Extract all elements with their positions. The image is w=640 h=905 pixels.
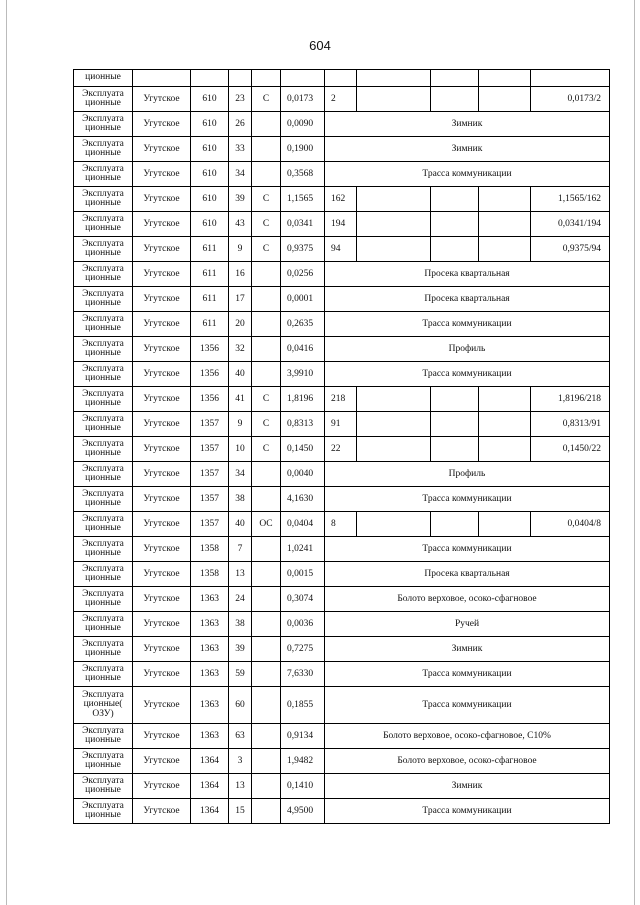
area-cell: 0,8313	[281, 412, 325, 437]
forest-purpose-cell: Эксплуата ционные	[74, 137, 133, 162]
area-cell: 7,6330	[281, 662, 325, 687]
table-row	[74, 662, 610, 687]
area-cell: 1,8196	[281, 387, 325, 412]
category-cell: ОС	[252, 512, 281, 537]
category-cell	[252, 112, 281, 137]
table-row	[74, 112, 610, 137]
category-cell: С	[252, 412, 281, 437]
forest-purpose-cell: Эксплуата ционные	[74, 162, 133, 187]
quarter-cell: 610	[191, 112, 229, 137]
area-cell: 1,0241	[281, 537, 325, 562]
forest-purpose-cell: Эксплуата ционные	[74, 212, 133, 237]
table-row	[74, 362, 610, 387]
quarter-cell: 611	[191, 312, 229, 337]
allotment-cell: 32	[229, 337, 252, 362]
quarter-cell: 611	[191, 262, 229, 287]
forestry-cell: Угутское	[133, 587, 191, 612]
table-row	[74, 562, 610, 587]
area-cell: 1,9482	[281, 749, 325, 774]
area-cell: 0,2635	[281, 312, 325, 337]
empty-cell	[479, 412, 531, 437]
table-row	[74, 637, 610, 662]
area-cell: 1,1565	[281, 187, 325, 212]
empty-cell	[479, 212, 531, 237]
table-row	[74, 87, 610, 112]
quarter-cell: 610	[191, 162, 229, 187]
category-cell	[252, 562, 281, 587]
allotment-cell: 34	[229, 162, 252, 187]
forest-plots-table	[73, 69, 610, 824]
stock-cell: 218	[325, 387, 357, 412]
allotment-cell: 39	[229, 187, 252, 212]
quarter-cell: 610	[191, 187, 229, 212]
forestry-cell: Угутское	[133, 162, 191, 187]
forest-purpose-cell: Эксплуата ционные	[74, 487, 133, 512]
quarter-cell: 610	[191, 212, 229, 237]
forestry-cell: Угутское	[133, 637, 191, 662]
category-cell: С	[252, 437, 281, 462]
allotment-cell: 33	[229, 137, 252, 162]
area-cell: 0,9375	[281, 237, 325, 262]
forestry-cell: Угутское	[133, 237, 191, 262]
empty-cell	[479, 187, 531, 212]
table-row	[74, 537, 610, 562]
land-note-cell: Просека квартальная	[325, 562, 610, 587]
quarter-cell: 1363	[191, 637, 229, 662]
allotment-cell: 10	[229, 437, 252, 462]
quarter-cell: 1363	[191, 687, 229, 724]
forest-purpose-cell: Эксплуата ционные	[74, 87, 133, 112]
forest-purpose-cell: Эксплуата ционные	[74, 662, 133, 687]
area-stock-cell: 0,8313/91	[531, 412, 610, 437]
land-note-cell: Профиль	[325, 462, 610, 487]
forest-purpose-cell: Эксплуата ционные	[74, 749, 133, 774]
table-row	[74, 162, 610, 187]
forestry-cell: Угутское	[133, 562, 191, 587]
category-cell	[252, 637, 281, 662]
forest-purpose-cell: Эксплуата ционные( ОЗУ)	[74, 687, 133, 724]
forestry-cell: Угутское	[133, 412, 191, 437]
scan-left-edge	[6, 0, 7, 905]
forestry-cell: Угутское	[133, 187, 191, 212]
land-note-cell: Трасса коммуникации	[325, 162, 610, 187]
quarter-cell: 610	[191, 137, 229, 162]
area-cell: 0,1855	[281, 687, 325, 724]
land-note-cell: Трасса коммуникации	[325, 487, 610, 512]
quarter-cell: 1364	[191, 749, 229, 774]
category-cell	[252, 774, 281, 799]
empty-cell	[431, 237, 479, 262]
forest-purpose-cell: Эксплуата ционные	[74, 237, 133, 262]
area-stock-cell: 0,0404/8	[531, 512, 610, 537]
forestry-cell: Угутское	[133, 612, 191, 637]
forest-purpose-cell: Эксплуата ционные	[74, 612, 133, 637]
table-row	[74, 799, 610, 824]
land-note-cell: Ручей	[325, 612, 610, 637]
table-row	[74, 687, 610, 724]
empty-cell	[479, 387, 531, 412]
land-note-cell: Трасса коммуникации	[325, 312, 610, 337]
allotment-cell: 9	[229, 237, 252, 262]
area-cell: 0,7275	[281, 637, 325, 662]
quarter-cell: 1357	[191, 462, 229, 487]
empty-cell	[357, 187, 431, 212]
allotment-cell: 23	[229, 87, 252, 112]
empty-cell	[431, 187, 479, 212]
area-cell: 0,0090	[281, 112, 325, 137]
allotment-cell: 39	[229, 637, 252, 662]
forest-purpose-cell: Эксплуата ционные	[74, 587, 133, 612]
land-note-cell: Зимник	[325, 112, 610, 137]
empty-cell	[357, 212, 431, 237]
forestry-cell: Угутское	[133, 512, 191, 537]
table-row	[74, 387, 610, 412]
table-row	[74, 237, 610, 262]
forestry-cell: Угутское	[133, 387, 191, 412]
land-note-cell: Болото верховое, осоко-сфагновое, С10%	[325, 724, 610, 749]
allotment-cell: 9	[229, 412, 252, 437]
quarter-cell: 611	[191, 287, 229, 312]
area-stock-cell: 1,1565/162	[531, 187, 610, 212]
category-cell: С	[252, 212, 281, 237]
forest-purpose-cell: Эксплуата ционные	[74, 774, 133, 799]
allotment-cell: 34	[229, 462, 252, 487]
area-cell: 0,0001	[281, 287, 325, 312]
category-cell	[252, 462, 281, 487]
forest-purpose-cell: Эксплуата ционные	[74, 387, 133, 412]
empty-cell	[431, 512, 479, 537]
area-cell: 3,9910	[281, 362, 325, 387]
land-note-cell: Просека квартальная	[325, 287, 610, 312]
category-cell	[252, 724, 281, 749]
table-row	[74, 512, 610, 537]
forest-purpose-cell: ционные	[74, 70, 133, 87]
empty-cell	[431, 437, 479, 462]
category-cell	[252, 799, 281, 824]
category-cell	[252, 662, 281, 687]
quarter-cell: 1364	[191, 799, 229, 824]
stock-cell: 162	[325, 187, 357, 212]
allotment-cell: 26	[229, 112, 252, 137]
empty-cell	[357, 512, 431, 537]
table-row	[74, 187, 610, 212]
forestry-cell: Угутское	[133, 362, 191, 387]
quarter-cell: 1363	[191, 724, 229, 749]
empty-cell	[357, 437, 431, 462]
empty-cell	[431, 412, 479, 437]
land-note-cell: Трасса коммуникации	[325, 687, 610, 724]
quarter-cell: 1357	[191, 412, 229, 437]
table-row	[74, 287, 610, 312]
allotment-cell: 15	[229, 799, 252, 824]
category-cell	[252, 312, 281, 337]
forest-purpose-cell: Эксплуата ционные	[74, 187, 133, 212]
forestry-cell: Угутское	[133, 724, 191, 749]
forest-purpose-cell: Эксплуата ционные	[74, 262, 133, 287]
empty-cell	[357, 237, 431, 262]
table-row	[74, 212, 610, 237]
area-stock-cell: 1,8196/218	[531, 387, 610, 412]
table-row	[74, 437, 610, 462]
area-cell: 0,0036	[281, 612, 325, 637]
forestry-cell: Угутское	[133, 437, 191, 462]
area-cell: 0,0173	[281, 87, 325, 112]
area-cell: 0,0015	[281, 562, 325, 587]
forestry-cell: Угутское	[133, 487, 191, 512]
empty-cell	[431, 212, 479, 237]
area-stock-cell: 0,0173/2	[531, 87, 610, 112]
forestry-cell: Угутское	[133, 687, 191, 724]
category-cell	[252, 137, 281, 162]
table-row	[74, 774, 610, 799]
forest-purpose-cell: Эксплуата ционные	[74, 637, 133, 662]
empty-cell	[357, 387, 431, 412]
area-stock-cell: 0,9375/94	[531, 237, 610, 262]
empty-cell	[431, 387, 479, 412]
allotment-cell: 63	[229, 724, 252, 749]
table-row	[74, 487, 610, 512]
category-cell	[252, 337, 281, 362]
forest-purpose-cell: Эксплуата ционные	[74, 312, 133, 337]
forest-purpose-cell: Эксплуата ционные	[74, 512, 133, 537]
category-cell	[252, 749, 281, 774]
allotment-cell: 20	[229, 312, 252, 337]
category-cell	[252, 537, 281, 562]
quarter-cell: 1363	[191, 662, 229, 687]
quarter-cell: 1356	[191, 362, 229, 387]
allotment-cell: 24	[229, 587, 252, 612]
allotment-cell: 17	[229, 287, 252, 312]
land-note-cell: Трасса коммуникации	[325, 799, 610, 824]
area-cell: 0,0256	[281, 262, 325, 287]
forest-purpose-cell: Эксплуата ционные	[74, 799, 133, 824]
forest-purpose-cell: Эксплуата ционные	[74, 112, 133, 137]
stock-cell: 94	[325, 237, 357, 262]
forestry-cell: Угутское	[133, 137, 191, 162]
category-cell	[252, 687, 281, 724]
allotment-cell: 43	[229, 212, 252, 237]
area-stock-cell: 0,0341/194	[531, 212, 610, 237]
quarter-cell: 1358	[191, 537, 229, 562]
allotment-cell: 60	[229, 687, 252, 724]
allotment-cell: 13	[229, 562, 252, 587]
quarter-cell: 1358	[191, 562, 229, 587]
forestry-cell: Угутское	[133, 749, 191, 774]
table-row	[74, 587, 610, 612]
category-cell	[252, 362, 281, 387]
land-note-cell: Болото верховое, осоко-сфагновое	[325, 749, 610, 774]
forestry-cell: Угутское	[133, 774, 191, 799]
area-cell: 0,1410	[281, 774, 325, 799]
forestry-cell: Угутское	[133, 537, 191, 562]
land-note-cell: Зимник	[325, 637, 610, 662]
forestry-cell: Угутское	[133, 112, 191, 137]
category-cell	[252, 612, 281, 637]
table-row	[74, 462, 610, 487]
table-row	[74, 612, 610, 637]
area-cell: 0,0341	[281, 212, 325, 237]
table-row	[74, 262, 610, 287]
empty-cell	[479, 237, 531, 262]
category-cell	[252, 487, 281, 512]
forestry-cell: Угутское	[133, 462, 191, 487]
allotment-cell: 7	[229, 537, 252, 562]
table-row	[74, 137, 610, 162]
land-note-cell: Трасса коммуникации	[325, 662, 610, 687]
area-cell: 4,1630	[281, 487, 325, 512]
empty-cell	[479, 437, 531, 462]
category-cell: С	[252, 387, 281, 412]
quarter-cell: 1364	[191, 774, 229, 799]
forestry-cell: Угутское	[133, 312, 191, 337]
table-row	[74, 337, 610, 362]
forestry-cell: Угутское	[133, 212, 191, 237]
table-row	[74, 749, 610, 774]
forestry-cell: Угутское	[133, 799, 191, 824]
allotment-cell: 3	[229, 749, 252, 774]
area-cell: 0,1900	[281, 137, 325, 162]
table-row	[74, 724, 610, 749]
land-note-cell: Просека квартальная	[325, 262, 610, 287]
allotment-cell: 38	[229, 612, 252, 637]
stock-cell: 91	[325, 412, 357, 437]
land-note-cell: Трасса коммуникации	[325, 537, 610, 562]
forest-purpose-cell: Эксплуата ционные	[74, 562, 133, 587]
empty-cell	[357, 87, 431, 112]
forest-purpose-cell: Эксплуата ционные	[74, 437, 133, 462]
area-cell: 0,0404	[281, 512, 325, 537]
forestry-cell: Угутское	[133, 87, 191, 112]
forest-purpose-cell: Эксплуата ционные	[74, 337, 133, 362]
area-cell: 0,9134	[281, 724, 325, 749]
allotment-cell: 16	[229, 262, 252, 287]
category-cell	[252, 587, 281, 612]
forest-purpose-cell: Эксплуата ционные	[74, 362, 133, 387]
allotment-cell: 59	[229, 662, 252, 687]
category-cell: С	[252, 187, 281, 212]
allotment-cell: 40	[229, 362, 252, 387]
stock-cell: 194	[325, 212, 357, 237]
quarter-cell: 1363	[191, 612, 229, 637]
allotment-cell: 41	[229, 387, 252, 412]
quarter-cell: 1356	[191, 387, 229, 412]
land-note-cell: Болото верховое, осоко-сфагновое	[325, 587, 610, 612]
forest-purpose-cell: Эксплуата ционные	[74, 462, 133, 487]
area-cell: 4,9500	[281, 799, 325, 824]
allotment-cell: 13	[229, 774, 252, 799]
empty-cell	[479, 87, 531, 112]
area-cell: 0,3074	[281, 587, 325, 612]
stock-cell: 2	[325, 87, 357, 112]
category-cell: С	[252, 87, 281, 112]
category-cell	[252, 162, 281, 187]
area-cell: 0,1450	[281, 437, 325, 462]
forestry-cell: Угутское	[133, 662, 191, 687]
quarter-cell: 610	[191, 87, 229, 112]
forest-purpose-cell: Эксплуата ционные	[74, 724, 133, 749]
category-cell: С	[252, 237, 281, 262]
quarter-cell: 1357	[191, 512, 229, 537]
land-note-cell: Профиль	[325, 337, 610, 362]
table-row	[74, 412, 610, 437]
empty-cell	[357, 412, 431, 437]
empty-cell	[479, 512, 531, 537]
forest-purpose-cell: Эксплуата ционные	[74, 287, 133, 312]
forestry-cell: Угутское	[133, 337, 191, 362]
land-note-cell: Зимник	[325, 774, 610, 799]
quarter-cell: 1357	[191, 487, 229, 512]
area-cell: 0,0040	[281, 462, 325, 487]
quarter-cell: 611	[191, 237, 229, 262]
quarter-cell: 1363	[191, 587, 229, 612]
empty-cell	[431, 87, 479, 112]
land-note-cell: Трасса коммуникации	[325, 362, 610, 387]
quarter-cell: 1356	[191, 337, 229, 362]
land-note-cell: Зимник	[325, 137, 610, 162]
quarter-cell: 1357	[191, 437, 229, 462]
forest-purpose-cell: Эксплуата ционные	[74, 412, 133, 437]
category-cell	[252, 287, 281, 312]
stock-cell: 8	[325, 512, 357, 537]
continued-row	[74, 70, 610, 87]
area-stock-cell: 0,1450/22	[531, 437, 610, 462]
stock-cell: 22	[325, 437, 357, 462]
allotment-cell: 40	[229, 512, 252, 537]
area-cell: 0,3568	[281, 162, 325, 187]
forestry-cell: Угутское	[133, 287, 191, 312]
category-cell	[252, 262, 281, 287]
allotment-cell: 38	[229, 487, 252, 512]
table-row	[74, 312, 610, 337]
scan-right-edge	[634, 0, 635, 905]
area-cell: 0,0416	[281, 337, 325, 362]
forestry-cell: Угутское	[133, 262, 191, 287]
page-number: 604	[309, 38, 331, 53]
forest-purpose-cell: Эксплуата ционные	[74, 537, 133, 562]
